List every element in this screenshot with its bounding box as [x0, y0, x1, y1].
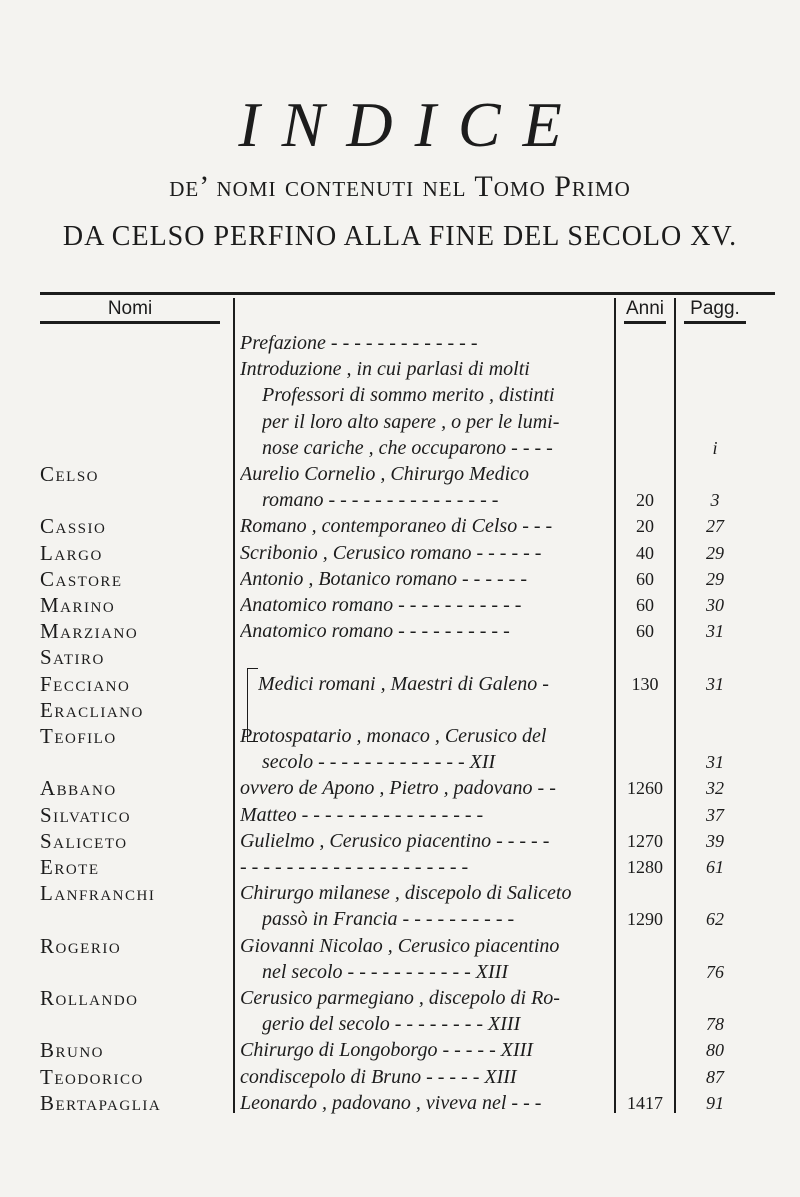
row-page: 91 — [706, 1092, 724, 1113]
table-row — [0, 828, 800, 854]
row-description: passò in Francia - - - - - - - - - - — [262, 908, 515, 931]
row-page: 78 — [706, 1014, 724, 1035]
row-name: Celso — [40, 462, 100, 486]
page-title: INDICE — [238, 89, 584, 160]
row-description: ovvero de Apono , Pietro , padovano - - — [240, 777, 556, 800]
row-description: Anatomico romano - - - - - - - - - - - — [240, 594, 522, 616]
table-row — [0, 618, 800, 644]
row-year: 130 — [631, 673, 659, 694]
header-anni-rule — [624, 321, 666, 324]
row-description: Anatomico romano - - - - - - - - - - — [240, 620, 510, 643]
table-row — [0, 592, 800, 618]
row-description: - - - - - - - - - - - - - - - - - - - - — [240, 856, 469, 878]
row-name: Saliceto — [40, 828, 128, 853]
row-name: Largo — [40, 540, 103, 565]
table-row — [0, 854, 800, 880]
row-page: 3 — [710, 490, 720, 511]
row-name: Erote — [40, 855, 100, 879]
row-year: 1280 — [627, 857, 663, 877]
table-row — [0, 435, 800, 461]
row-year: 1260 — [627, 778, 663, 799]
table-row — [0, 382, 800, 408]
row-name: Teodorico — [40, 1064, 144, 1089]
row-description: Professori di sommo merito , distinti — [262, 384, 555, 407]
table-row — [0, 933, 800, 959]
row-year: 1417 — [627, 1092, 663, 1113]
subtitle-volume: de’ nomi contenuti nel Tomo Primo — [169, 170, 631, 203]
row-year: 60 — [636, 568, 654, 589]
row-page: 29 — [706, 568, 724, 589]
table-row — [0, 513, 800, 539]
row-description: Matteo - - - - - - - - - - - - - - - - — [240, 803, 484, 826]
table-row — [0, 671, 800, 697]
row-page: 31 — [706, 673, 724, 694]
row-page: 87 — [706, 1066, 724, 1087]
row-description: nose cariche , che occuparono - - - - — [262, 436, 553, 459]
row-description: Romano , contemporaneo di Celso - - - — [240, 515, 553, 538]
row-description: Prefazione - - - - - - - - - - - - - — [240, 332, 478, 354]
table-row — [0, 461, 800, 487]
row-year: 40 — [636, 542, 654, 563]
row-description: Cerusico parmegiano , discepolo di Ro- — [240, 987, 560, 1009]
row-name: Fecciano — [40, 671, 131, 696]
row-year: 1270 — [627, 830, 663, 851]
table-row — [0, 644, 800, 670]
row-name: Lanfranchi — [40, 881, 156, 906]
subtitle-range: DA CELSO PERFINO ALLA FINE DEL SECOLO XV. — [62, 221, 738, 252]
row-description: romano - - - - - - - - - - - - - - - — [262, 489, 499, 512]
row-description: Chirurgo milanese , discepolo di Saliceto — [240, 882, 572, 905]
row-name: Castore — [40, 566, 123, 591]
row-name: Silvatico — [40, 802, 132, 827]
table-row — [0, 330, 800, 356]
row-page: 29 — [706, 542, 724, 563]
row-description: Giovanni Nicolao , Cerusico piacentino — [240, 934, 560, 957]
row-name: Marino — [40, 593, 116, 617]
table-row — [0, 566, 800, 592]
row-page: 39 — [706, 830, 724, 851]
table-row — [0, 1064, 800, 1090]
table-row — [0, 749, 800, 775]
row-description: Protospatario , monaco , Cerusico del — [240, 725, 547, 747]
table-row — [0, 409, 800, 435]
row-page: 80 — [706, 1040, 724, 1061]
row-description: Introduzione , in cui parlasi di molti — [240, 358, 530, 381]
row-page: 31 — [706, 752, 724, 773]
table-row — [0, 1037, 800, 1063]
row-description: condiscepolo di Bruno - - - - - XIII — [240, 1065, 517, 1088]
table-row — [0, 959, 800, 985]
row-name: Bruno — [40, 1038, 105, 1063]
row-page: 37 — [706, 804, 724, 825]
row-name: Bertapaglia — [40, 1090, 162, 1115]
row-name: Cassio — [40, 514, 107, 539]
row-name: Abbano — [40, 776, 117, 801]
row-description: per il loro alto sapere , o per le lumi- — [262, 410, 560, 433]
row-page: 62 — [706, 909, 724, 930]
row-page: 31 — [706, 621, 724, 642]
header-anni: Anni — [625, 298, 665, 319]
table-row — [0, 1011, 800, 1037]
table-row — [0, 540, 800, 566]
row-name: Rogerio — [40, 933, 122, 958]
row-description: Medici romani , Maestri di Galeno - — [258, 672, 549, 695]
header-nomi-rule — [40, 321, 220, 324]
row-page: i — [712, 437, 718, 458]
row-page: 61 — [706, 857, 724, 877]
row-description: secolo - - - - - - - - - - - - - XII — [262, 751, 496, 774]
row-description: nel secolo - - - - - - - - - - - XIII — [262, 960, 508, 983]
row-description: Scribonio , Cerusico romano - - - - - - — [240, 541, 542, 564]
row-name: Satiro — [40, 645, 105, 670]
table-row — [0, 880, 800, 906]
row-name: Eracliano — [40, 697, 144, 722]
table-row — [0, 906, 800, 932]
row-page: 27 — [706, 516, 724, 537]
row-description: Aurelio Cornelio , Chirurgo Medico — [240, 463, 530, 485]
header-pagg-rule — [684, 321, 746, 324]
table-row — [0, 487, 800, 513]
row-page: 30 — [706, 595, 724, 615]
row-name: Marziano — [40, 619, 139, 644]
header-nomi: Nomi — [107, 298, 153, 319]
row-year: 60 — [636, 595, 654, 615]
row-year: 1290 — [627, 909, 663, 930]
table-row — [0, 802, 800, 828]
row-description: Antonio , Botanico romano - - - - - - — [240, 567, 527, 590]
table-row — [0, 356, 800, 382]
row-description: Chirurgo di Longoborgo - - - - - XIII — [240, 1039, 533, 1062]
row-page: 76 — [706, 961, 724, 982]
table-row — [0, 1090, 800, 1116]
table-row — [0, 985, 800, 1011]
row-year: 20 — [636, 490, 654, 511]
row-description: gerio del secolo - - - - - - - - XIII — [262, 1013, 521, 1036]
row-page: 32 — [706, 778, 724, 799]
row-year: 20 — [636, 516, 654, 537]
row-description: Gulielmo , Cerusico piacentino - - - - - — [240, 829, 550, 852]
row-year: 60 — [636, 621, 654, 642]
table-row — [0, 697, 800, 723]
table-row — [0, 723, 800, 749]
row-description: Leonardo , padovano , viveva nel - - - — [240, 1091, 542, 1114]
header-pagg: Pagg. — [690, 298, 740, 319]
row-name: Teofilo — [40, 724, 117, 748]
table-row — [0, 775, 800, 801]
table-top-rule — [40, 292, 775, 295]
row-name: Rollando — [40, 986, 139, 1010]
